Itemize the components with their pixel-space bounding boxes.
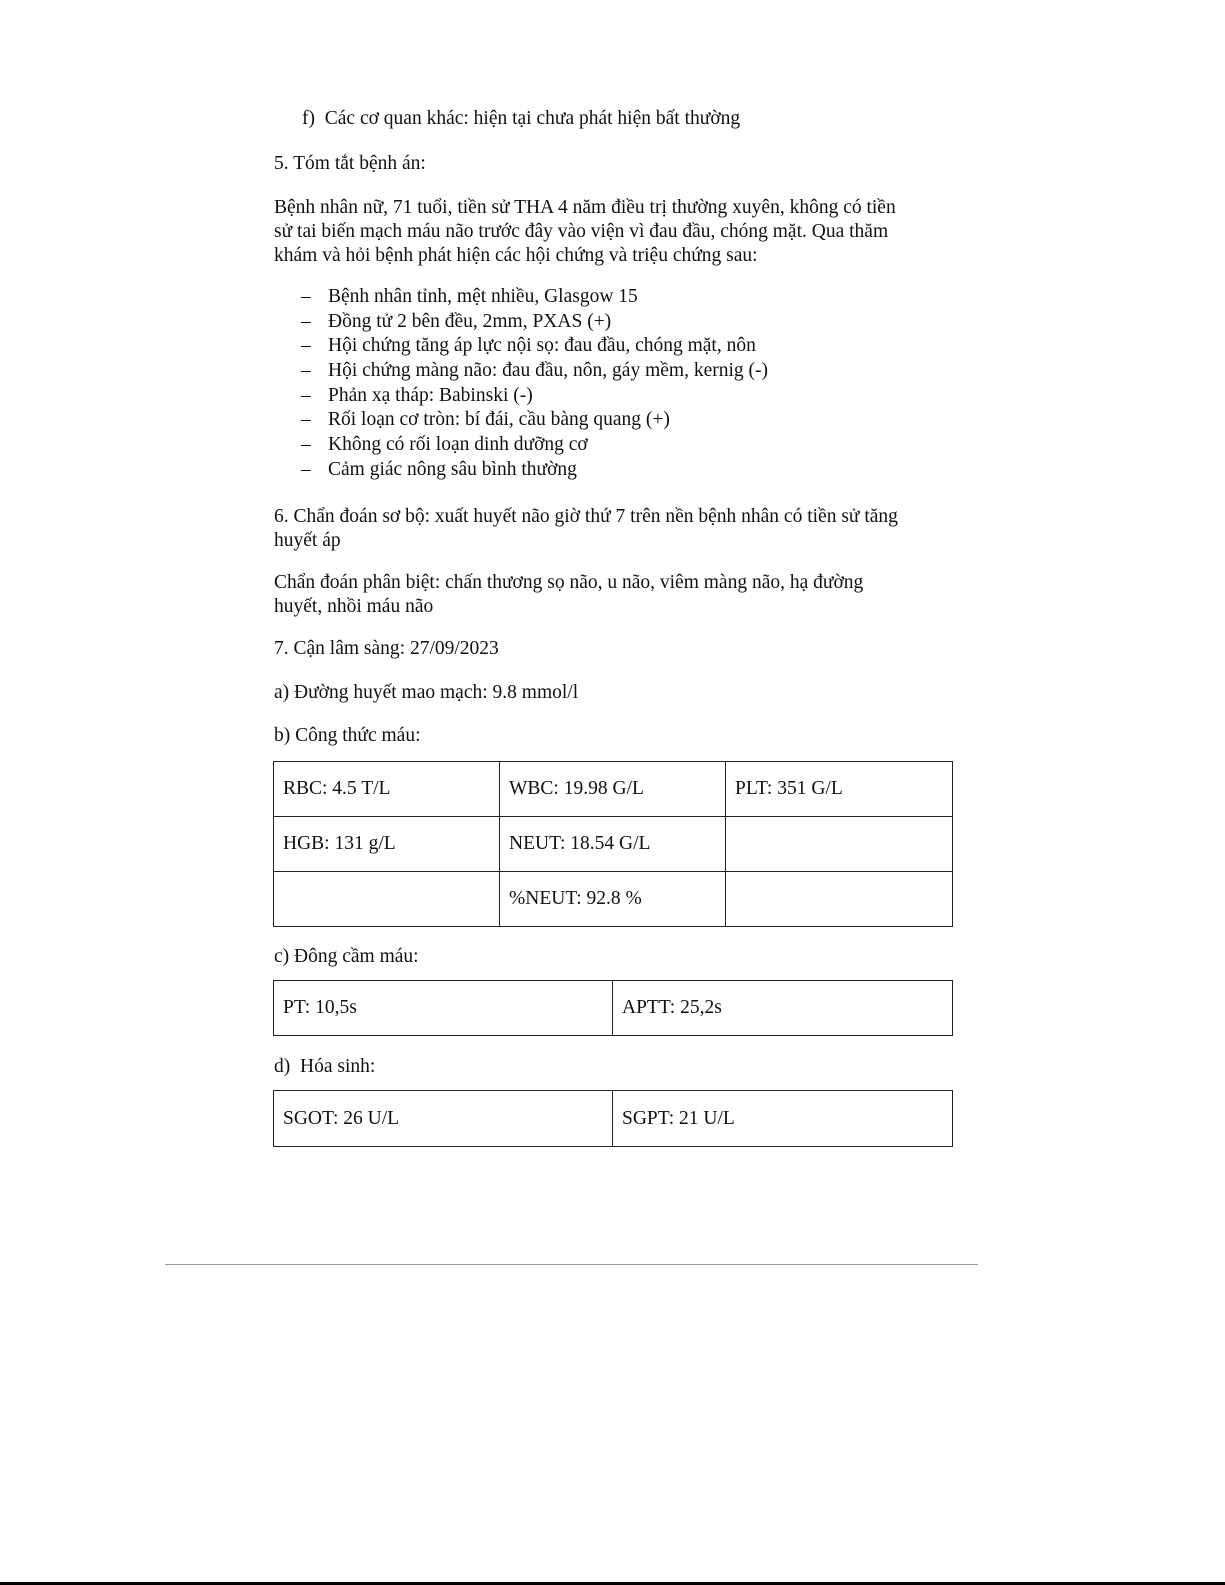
prelim-line: huyết áp bbox=[274, 530, 341, 551]
table-cell: SGPT: 21 U/L bbox=[613, 1091, 953, 1147]
biochem-title bbox=[274, 1055, 375, 1079]
table-cell: WBC: 19.98 G/L bbox=[500, 762, 726, 817]
table-cell: NEUT: 18.54 G/L bbox=[500, 817, 726, 872]
bullet-dash: – bbox=[301, 409, 311, 431]
symptom-list bbox=[274, 285, 768, 483]
coagulation-title: c) Đông cầm máu: bbox=[274, 946, 419, 967]
list-item: – Không có rối loạn dinh dưỡng cơ bbox=[301, 434, 588, 456]
item-f-text: Các cơ quan khác: hiện tại chưa phát hiện bất thường bbox=[324, 108, 741, 129]
table-row bbox=[274, 762, 953, 817]
differential-diagnosis bbox=[274, 571, 974, 619]
table-cell bbox=[274, 872, 500, 927]
table-cell: SGOT: 26 U/L bbox=[274, 1091, 613, 1147]
bullet-dash: – bbox=[301, 434, 311, 456]
table-cell: APTT: 25,2s bbox=[613, 981, 953, 1036]
item-f bbox=[302, 107, 740, 131]
list-item: – Bệnh nhân tỉnh, mệt nhiều, Glasgow 15 bbox=[301, 286, 638, 307]
biochem-table bbox=[273, 1090, 953, 1147]
coagulation-table bbox=[273, 980, 953, 1036]
list-item: – Hội chứng tăng áp lực nội sọ: đau đầu, chóng mặt, nôn bbox=[301, 335, 756, 357]
summary-line: khám và hỏi bệnh phát hiện các hội chứng và triệu chứng sau: bbox=[274, 245, 758, 266]
table-row bbox=[274, 817, 953, 872]
section-7-heading: 7. Cận lâm sàng: 27/09/2023 bbox=[274, 638, 499, 659]
list-item: – Phản xạ tháp: Babinski (-) bbox=[301, 384, 533, 406]
summary-line: sử tai biến mạch máu não trước đây vào viện vì đau đầu, chóng mặt. Qua thăm bbox=[274, 221, 889, 242]
summary-line: Bệnh nhân nữ, 71 tuổi, tiền sử THA 4 năm điều trị thường xuyên, không có tiền bbox=[274, 197, 896, 218]
bullet-dash: – bbox=[301, 310, 311, 332]
bullet-dash: – bbox=[301, 458, 311, 480]
table-cell: RBC: 4.5 T/L bbox=[274, 762, 500, 817]
preliminary-diagnosis bbox=[274, 505, 974, 553]
table-row bbox=[274, 1091, 953, 1147]
glucose-result: a) Đường huyết mao mạch: 9.8 mmol/l bbox=[274, 682, 579, 703]
table-cell bbox=[726, 817, 953, 872]
list-item: – Đồng tử 2 bên đều, 2mm, PXAS (+) bbox=[301, 310, 612, 332]
bullet-dash: – bbox=[301, 384, 311, 406]
differential-line: huyết, nhồi máu não bbox=[274, 596, 434, 617]
page-divider bbox=[165, 1264, 978, 1265]
table-cell bbox=[726, 872, 953, 927]
table-cell: PLT: 351 G/L bbox=[726, 762, 953, 817]
table-row bbox=[274, 981, 953, 1036]
blood-count-title: b) Công thức máu: bbox=[274, 725, 421, 746]
blood-count-table bbox=[273, 761, 953, 927]
list-item: – Rối loạn cơ tròn: bí đái, cầu bàng quang (+) bbox=[301, 409, 670, 431]
table-cell: %NEUT: 92.8 % bbox=[500, 872, 726, 927]
list-item: – Cảm giác nông sâu bình thường bbox=[301, 458, 577, 480]
biochem-marker: d) bbox=[274, 1056, 291, 1077]
section-5-heading: 5. Tóm tắt bệnh án: bbox=[274, 153, 426, 174]
bullet-dash: – bbox=[301, 360, 311, 382]
list-item: – Hội chứng màng não: đau đầu, nôn, gáy mềm, kernig (-) bbox=[301, 360, 768, 382]
table-cell: HGB: 131 g/L bbox=[274, 817, 500, 872]
biochem-label: Hóa sinh: bbox=[300, 1056, 376, 1077]
bullet-dash: – bbox=[301, 335, 311, 357]
table-row bbox=[274, 872, 953, 927]
case-summary-paragraph bbox=[274, 196, 974, 268]
prelim-line: 6. Chẩn đoán sơ bộ: xuất huyết não giờ thứ 7 trên nền bệnh nhân có tiền sử tăng bbox=[274, 506, 898, 527]
differential-line: Chẩn đoán phân biệt: chấn thương sọ não, u não, viêm màng não, hạ đường bbox=[274, 572, 864, 593]
item-f-marker: f) bbox=[302, 108, 315, 129]
bullet-dash: – bbox=[301, 286, 311, 307]
table-cell: PT: 10,5s bbox=[274, 981, 613, 1036]
